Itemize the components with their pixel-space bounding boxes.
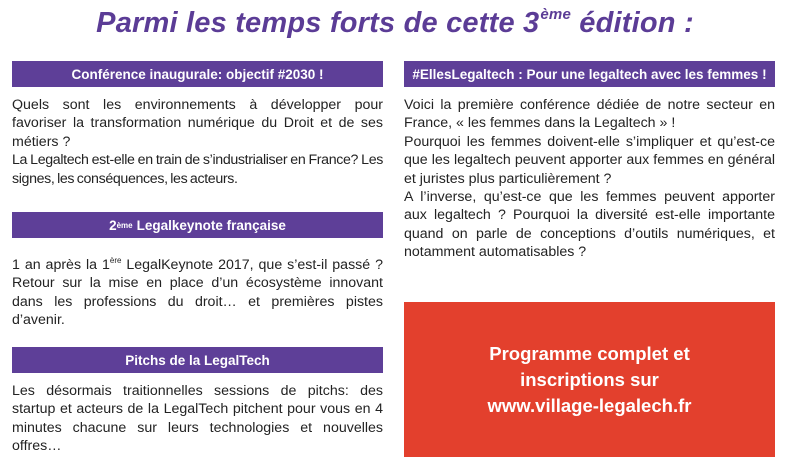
program-cta-box[interactable] bbox=[404, 302, 775, 457]
paragraph: Les désormais traitionnelles sessions de pitchs: des startup et acteurs de la LegalTech pitchent pour vous en 4 minutes chacune sur leurs technologies et nouvelles offres… bbox=[12, 383, 383, 455]
cta-line: inscriptions sur bbox=[520, 368, 659, 390]
cta-website-link[interactable]: www.village-legalech.fr bbox=[487, 394, 692, 416]
page-title bbox=[0, 6, 790, 40]
paragraph: Quels sont les environnements à développer pour favoriser la transformation numérique du Droit et de ses métiers ? bbox=[12, 97, 383, 150]
title-superscript: ème bbox=[540, 6, 571, 23]
title-tail: édition : bbox=[570, 7, 694, 39]
header-ordinal-suffix: ème bbox=[116, 220, 133, 230]
header-ordinal: 2 bbox=[109, 217, 117, 233]
section-header-label: Conférence inaugurale: objectif #2030 ! bbox=[71, 66, 324, 82]
section-header-label: Pitchs de la LegalTech bbox=[125, 352, 270, 368]
section-header-elleslegaltech bbox=[404, 61, 775, 87]
title-main: Parmi les temps forts de cette 3 bbox=[96, 7, 540, 39]
ordinal-suffix: ère bbox=[109, 256, 122, 265]
section-header-label: #EllesLegaltech : Pour une legaltech avec les femmes ! bbox=[412, 66, 767, 82]
paragraph: Voici la première conférence dédiée de notre secteur en France, « les femmes dans la Legaltech » ! bbox=[404, 97, 775, 132]
paragraph bbox=[12, 252, 383, 330]
paragraph-part: LegalKeynote 2017, que s’est-il passé ? Retour sur la mise en place d’un écosystème innovant dans les professions du droit… et premières pistes d’avenir. bbox=[12, 257, 383, 329]
paragraph-part: 1 an après la 1 bbox=[12, 257, 110, 273]
cta-line: Programme complet et bbox=[489, 342, 690, 364]
section-body-conference-inaugurale bbox=[12, 96, 383, 188]
section-body-legalkeynote bbox=[12, 252, 383, 330]
section-body-pitchs bbox=[12, 382, 383, 456]
section-header-legalkeynote bbox=[12, 212, 383, 238]
paragraph: A l’inverse, qu’est-ce que les femmes peuvent apporter aux legaltech ? Pourquoi la diversité est-elle importante quand on parle de conceptions d’outils numériques, et notamment automatisables ? bbox=[404, 189, 775, 261]
section-header-pitchs bbox=[12, 347, 383, 373]
paragraph: Pourquoi les femmes doivent-elle s’impliquer et qu’est-ce que les legaltech peuvent apporter aux femmes en général et juristes plus particulièrement ? bbox=[404, 133, 775, 187]
paragraph: La Legaltech est-elle en train de s’industrialiser en France? Les signes, les conséquences, les acteurs. bbox=[12, 152, 383, 187]
section-header-conference-inaugurale bbox=[12, 61, 383, 87]
section-body-elleslegaltech bbox=[404, 96, 775, 262]
section-header-label: Legalkeynote française bbox=[136, 217, 286, 233]
